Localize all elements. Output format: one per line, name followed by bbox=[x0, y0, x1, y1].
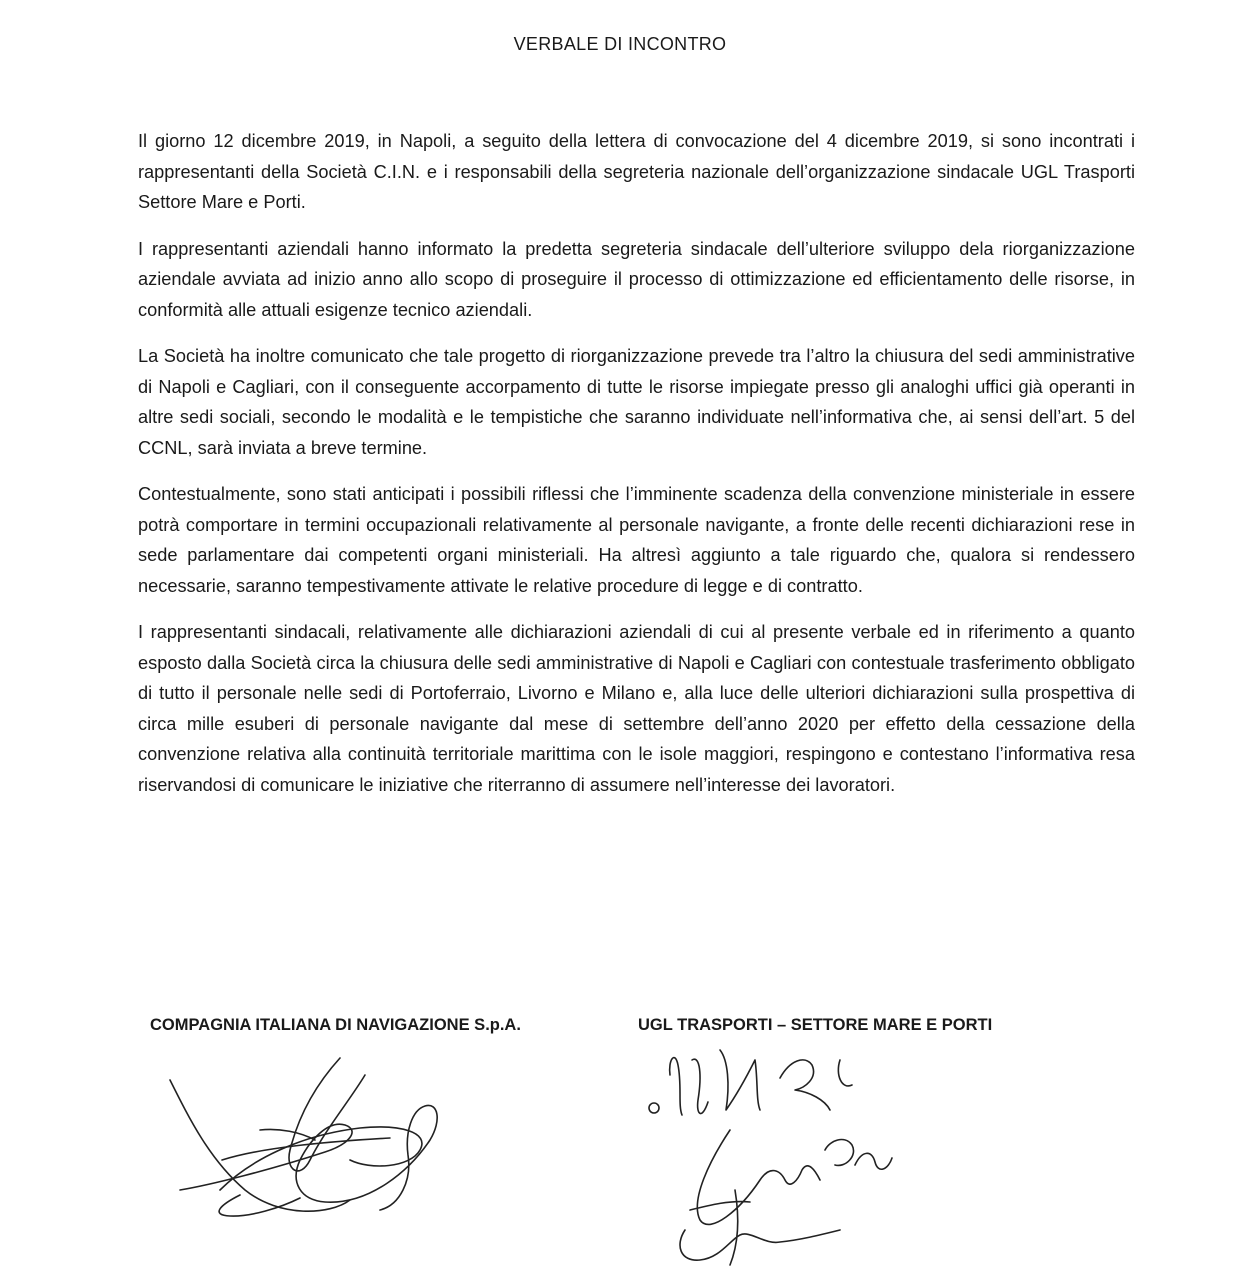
paragraph-reorganization: I rappresentanti aziendali hanno informato la predetta segreteria sindacale dell’ulteriore sviluppo dela riorganizzazione aziendale avviata ad inizio anno allo scopo di proseguire il processo di ottimizzazione ed efficientamento delle risorse, in conformità alle attuali esigenze tecnico aziendali. bbox=[138, 238, 1135, 320]
company-signature bbox=[150, 1040, 490, 1230]
signatory-company-label: COMPAGNIA ITALIANA DI NAVIGAZIONE S.p.A. bbox=[150, 1016, 521, 1034]
document-body bbox=[138, 126, 1135, 816]
union-signature bbox=[630, 1030, 920, 1280]
signatory-union-label: UGL TRASPORTI – SETTORE MARE E PORTI bbox=[638, 1016, 993, 1034]
paragraph-office-closure: La Società ha inoltre comunicato che tale progetto di riorganizzazione prevede tra l’altro la chiusura del sedi amministrative di Napoli e Cagliari, con il conseguente accorpamento di tutte le risorse impiegate presso gli analoghi uffici già operanti in altre sedi sociali, secondo le modalità e le tempistiche che saranno individuate nell’informativa che, ai sensi dell’art. 5 del CCNL, sarà inviata a breve termine. bbox=[138, 346, 1135, 458]
paragraph-convention: Contestualmente, sono stati anticipati i possibili riflessi che l’imminente scadenza della convenzione ministeriale in essere potrà comportare in termini occupazionali relativamente al personale navigante, a fronte delle recenti dichiarazioni rese in sede parlamentare dai competenti organi ministeriali. Ha altresì aggiunto a tale riguardo che, qualora si rendessero necessarie, saranno tempestivamente attivate le relative procedure di legge e di contratto. bbox=[138, 484, 1135, 596]
signature-block-company bbox=[150, 1016, 570, 1035]
paragraph-union-response: I rappresentanti sindacali, relativamente alle dichiarazioni aziendali di cui al presente verbale ed in riferimento a quanto esposto dalla Società circa la chiusura delle sedi amministrative di Napoli e Cagliari con contestuale trasferimento obbligato di tutto il personale nelle sedi di Portoferraio, Livorno e Milano e, alla luce delle ulteriori dichiarazioni sulla prospettiva di circa mille esuberi di personale navigante dal mese di settembre dell’anno 2020 per effetto della cessazione della convenzione relativa alla continuità territoriale marittima con le isole maggiori, respingono e contestano l’informativa resa riservandosi di comunicare le iniziative che riterranno di assumere nell’interesse dei lavoratori. bbox=[138, 622, 1135, 795]
paragraph-intro: Il giorno 12 dicembre 2019, in Napoli, a seguito della lettera di convocazione del 4 dicembre 2019, si sono incontrati i rappresentanti della Società C.I.N. e i responsabili della segreteria nazionale dell’organizzazione sindacale UGL Trasporti Settore Mare e Porti. bbox=[138, 131, 1135, 212]
document-title: VERBALE DI INCONTRO bbox=[513, 34, 727, 54]
